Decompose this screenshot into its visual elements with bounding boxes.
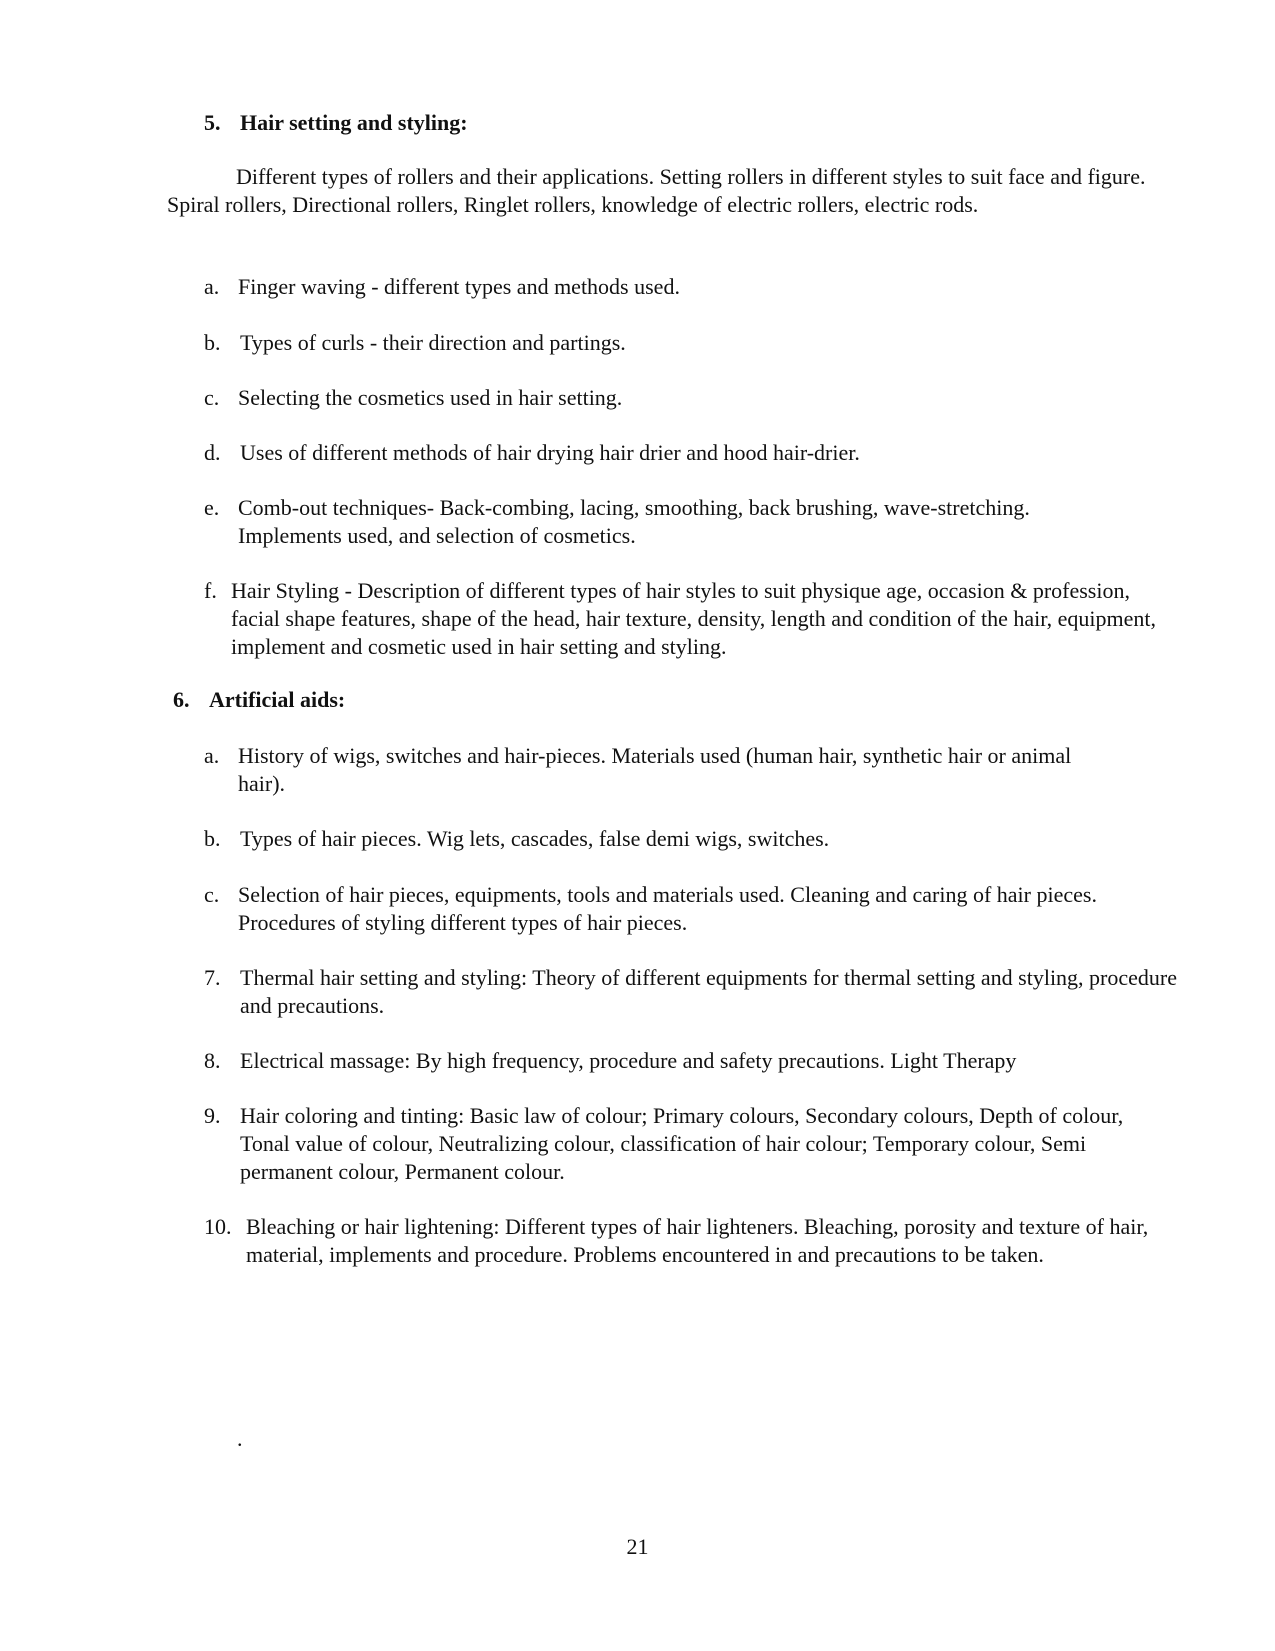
section-6-item-b: [204, 825, 1164, 853]
item-marker: a.: [204, 743, 220, 768]
section-5-item-e: [204, 494, 1139, 550]
section-6-heading: [173, 686, 345, 714]
item-text: Types of hair pieces. Wig lets, cascades, false demi wigs, switches.: [240, 826, 830, 851]
numbered-item-9: [204, 1102, 1164, 1186]
item-text: Hair Styling - Description of different types of hair styles to suit physique age, occasion & profession, facial shape features, shape of the head, hair texture, density, length and condition of the hair, equipment, implement and cosmetic used in hair setting and styling.: [231, 578, 1157, 659]
section-5-item-f: [204, 577, 1164, 661]
item-marker: b.: [204, 826, 221, 851]
item-marker: d.: [204, 440, 221, 465]
numbered-item-8: [204, 1047, 1204, 1075]
item-text: Selecting the cosmetics used in hair setting.: [238, 385, 623, 410]
section-6-title: Artificial aids:: [209, 687, 346, 712]
section-5-heading: [204, 109, 468, 137]
section-5-number: 5.: [204, 110, 221, 135]
item-marker: c.: [204, 882, 220, 907]
item-text: Types of curls - their direction and partings.: [240, 330, 626, 355]
item-marker: b.: [204, 330, 221, 355]
section-5-item-d: [204, 439, 1164, 467]
section-5-item-b: [204, 329, 1164, 357]
page-number: 21: [626, 1534, 649, 1559]
item-marker: a.: [204, 274, 220, 299]
item-marker: 8.: [204, 1048, 221, 1073]
item-text: History of wigs, switches and hair-pieces. Materials used (human hair, synthetic hair or animal hair).: [238, 743, 1072, 796]
item-text: Selection of hair pieces, equipments, tools and materials used. Cleaning and caring of hair pieces. Procedures of styling different types of hair pieces.: [238, 882, 1097, 935]
section-5-title: Hair setting and styling:: [240, 110, 468, 135]
item-marker: 9.: [204, 1103, 221, 1128]
section-5-item-c: [204, 384, 1164, 412]
section-6-number: 6.: [173, 687, 190, 712]
item-text: Uses of different methods of hair drying hair drier and hood hair-drier.: [240, 440, 860, 465]
item-text: Comb-out techniques- Back-combing, lacing, smoothing, back brushing, wave-stretching. Implements used, and selection of cosmetics.: [238, 495, 1030, 548]
item-marker: e.: [204, 495, 220, 520]
item-text: Electrical massage: By high frequency, procedure and safety precautions. Light Therapy: [240, 1048, 1017, 1073]
section-6-item-a: [204, 742, 1119, 798]
section-5-item-a: [204, 273, 1164, 301]
section-6-item-c: [204, 881, 1139, 937]
section-5-intro: Different types of rollers and their applications. Setting rollers in different styles to suit face and figure. Spiral rollers, Directional rollers, Ringlet rollers, knowledge of electric rollers, electric rods.: [167, 164, 1146, 217]
item-text: Finger waving - different types and methods used.: [238, 274, 680, 299]
item-text: Thermal hair setting and styling: Theory of different equipments for thermal setting and styling, procedure and precautions.: [240, 965, 1177, 1018]
numbered-item-10: [204, 1213, 1184, 1269]
item-marker: 10.: [204, 1214, 232, 1239]
item-text: Hair coloring and tinting: Basic law of colour; Primary colours, Secondary colours, Depth of colour, Tonal value of colour, Neutralizing colour, classification of hair colour; Temporary colour, Semi permanent colour, Permanent colour.: [240, 1103, 1124, 1184]
numbered-item-7: [204, 964, 1204, 1020]
item-marker: f.: [204, 578, 217, 603]
stray-mark: .: [237, 1426, 243, 1451]
item-marker: 7.: [204, 965, 221, 990]
item-marker: c.: [204, 385, 220, 410]
item-text: Bleaching or hair lightening: Different types of hair lighteners. Bleaching, porosity and texture of hair, material, implements and procedure. Problems encountered in and precautions to be taken.: [246, 1214, 1149, 1267]
